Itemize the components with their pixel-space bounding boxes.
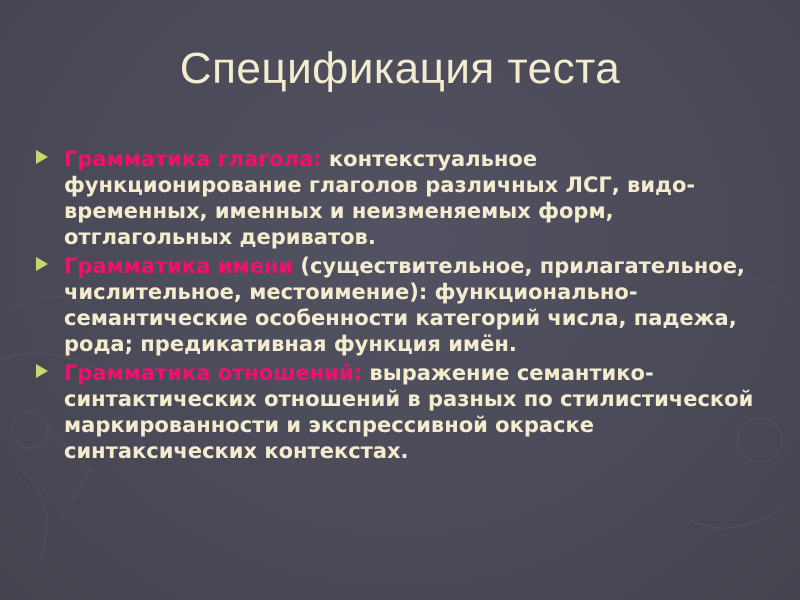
item-term: Грамматика глагола: — [64, 147, 322, 171]
slide-title: Спецификация теста — [179, 44, 621, 93]
item-text: выражение семантико-синтактических отношений в разных по стилистической маркированности и экспрессивной окраске синтаксических контекстах. — [64, 361, 754, 463]
item-text: (существительное, прилагательное, числительное, местоимение): функционально-семантические особенности категорий числа, падежа, рода; предикативная функция имён. — [64, 254, 745, 356]
triangle-right-bullet-icon — [36, 364, 48, 378]
triangle-right-bullet-icon — [36, 150, 48, 164]
list-item — [36, 253, 756, 357]
list-item — [36, 146, 756, 250]
item-text: контекстуальное функционирование глаголов различных ЛСГ, видо-временных, именных и неизменяемых форм, отглагольных дериватов. — [64, 147, 696, 249]
list-item — [36, 360, 756, 464]
triangle-right-bullet-icon — [36, 257, 48, 271]
item-term: Грамматика имени — [64, 254, 294, 278]
bullet-list — [36, 146, 756, 467]
item-term: Грамматика отношений: — [64, 361, 363, 385]
